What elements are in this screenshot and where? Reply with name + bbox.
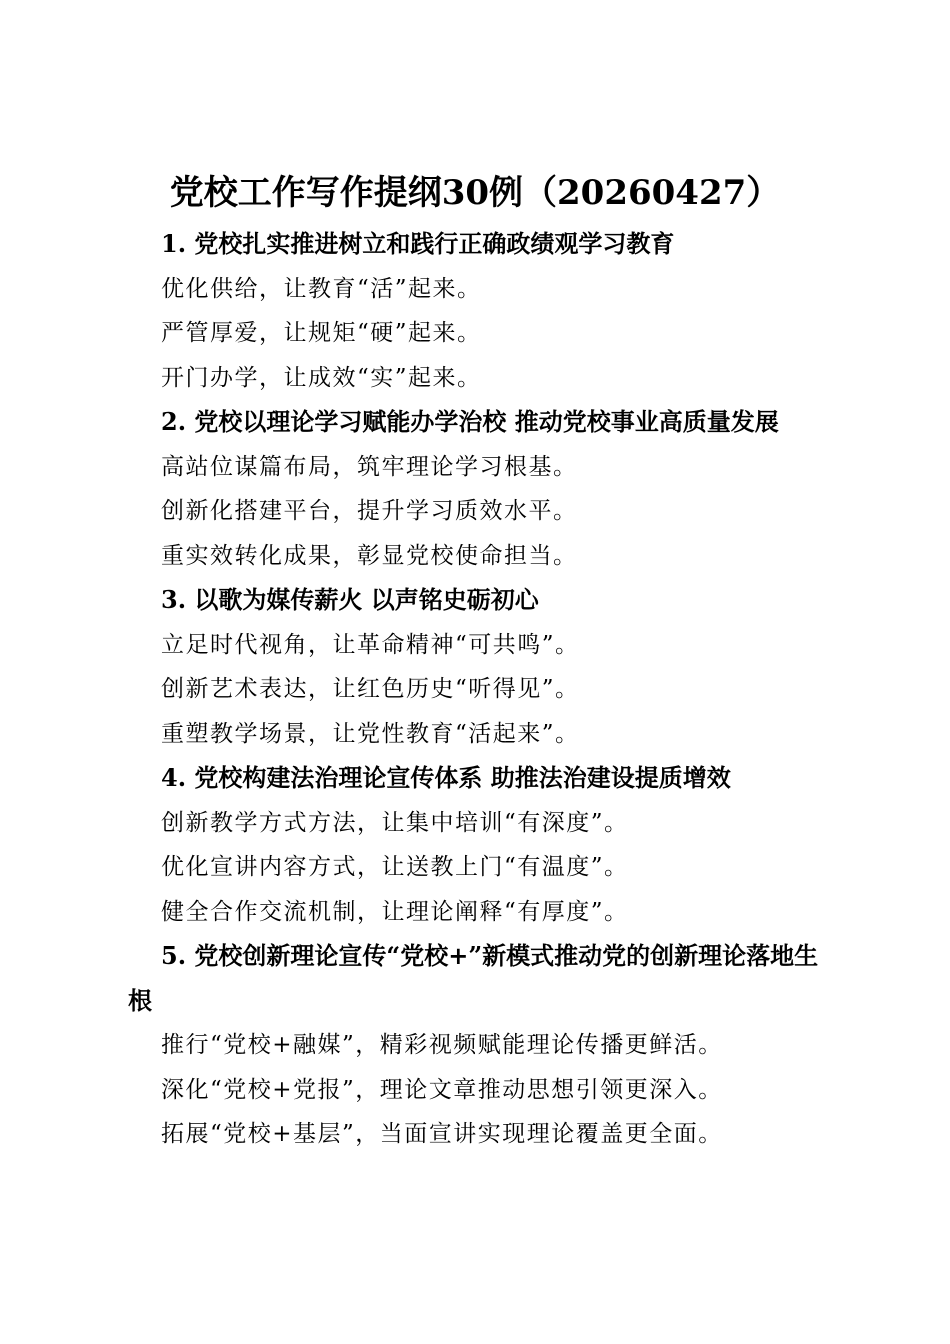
list-item: 严管厚爱，让规矩“硬”起来。 (161, 320, 482, 346)
section-heading: 1. 党校扎实推进树立和践行正确政绩观学习教育 (161, 229, 675, 258)
list-item: 健全合作交流机制，让理论阐释“有厚度”。 (161, 898, 629, 925)
section-heading: 4. 党校构建法治理论宣传体系 助推法治建设提质增效 (161, 763, 731, 792)
list-item: 拓展“党校+基层”，当面宣讲实现理论覆盖更全面。 (161, 1121, 723, 1147)
list-item: 优化宣讲内容方式，让送教上门“有温度”。 (161, 854, 629, 880)
list-item: 推行“党校+融媒”，精彩视频赋能理论传播更鲜活。 (161, 1032, 723, 1058)
section-3 (128, 578, 838, 756)
list-item: 创新化搭建平台，提升学习质效水平。 (161, 498, 578, 524)
list-item: 开门办学，让成效“实”起来。 (161, 364, 482, 391)
list-item: 深化“党校+党报”，理论文章推动思想引领更深入。 (161, 1076, 723, 1103)
list-item: 重实效转化成果，彰显党校使命担当。 (161, 542, 578, 569)
list-item: 优化供给，让教育“活”起来。 (161, 275, 482, 302)
list-item: 立足时代视角，让革命精神“可共鸣”。 (161, 631, 580, 658)
section-1 (128, 222, 838, 400)
list-item: 高站位谋篇布局，筑牢理论学习根基。 (161, 453, 578, 480)
section-heading: 3. 以歌为媒传薪火 以声铭史砺初心 (161, 585, 539, 614)
list-item: 创新教学方式方法，让集中培训“有深度”。 (161, 809, 629, 836)
section-2 (128, 400, 838, 578)
list-item: 创新艺术表达，让红色历史“听得见”。 (161, 676, 580, 702)
document-title: 党校工作写作提纲30例（20260427） (169, 173, 781, 213)
section-5 (128, 934, 838, 1157)
section-4 (128, 756, 838, 934)
section-heading: 5. 党校创新理论宣传“党校+”新模式推动党的创新理论落地生根 (128, 941, 819, 1015)
list-item: 重塑教学场景，让党性教育“活起来”。 (161, 720, 580, 747)
section-heading: 2. 党校以理论学习赋能办学治校 推动党校事业高质量发展 (161, 407, 779, 436)
document-body (128, 222, 838, 1157)
